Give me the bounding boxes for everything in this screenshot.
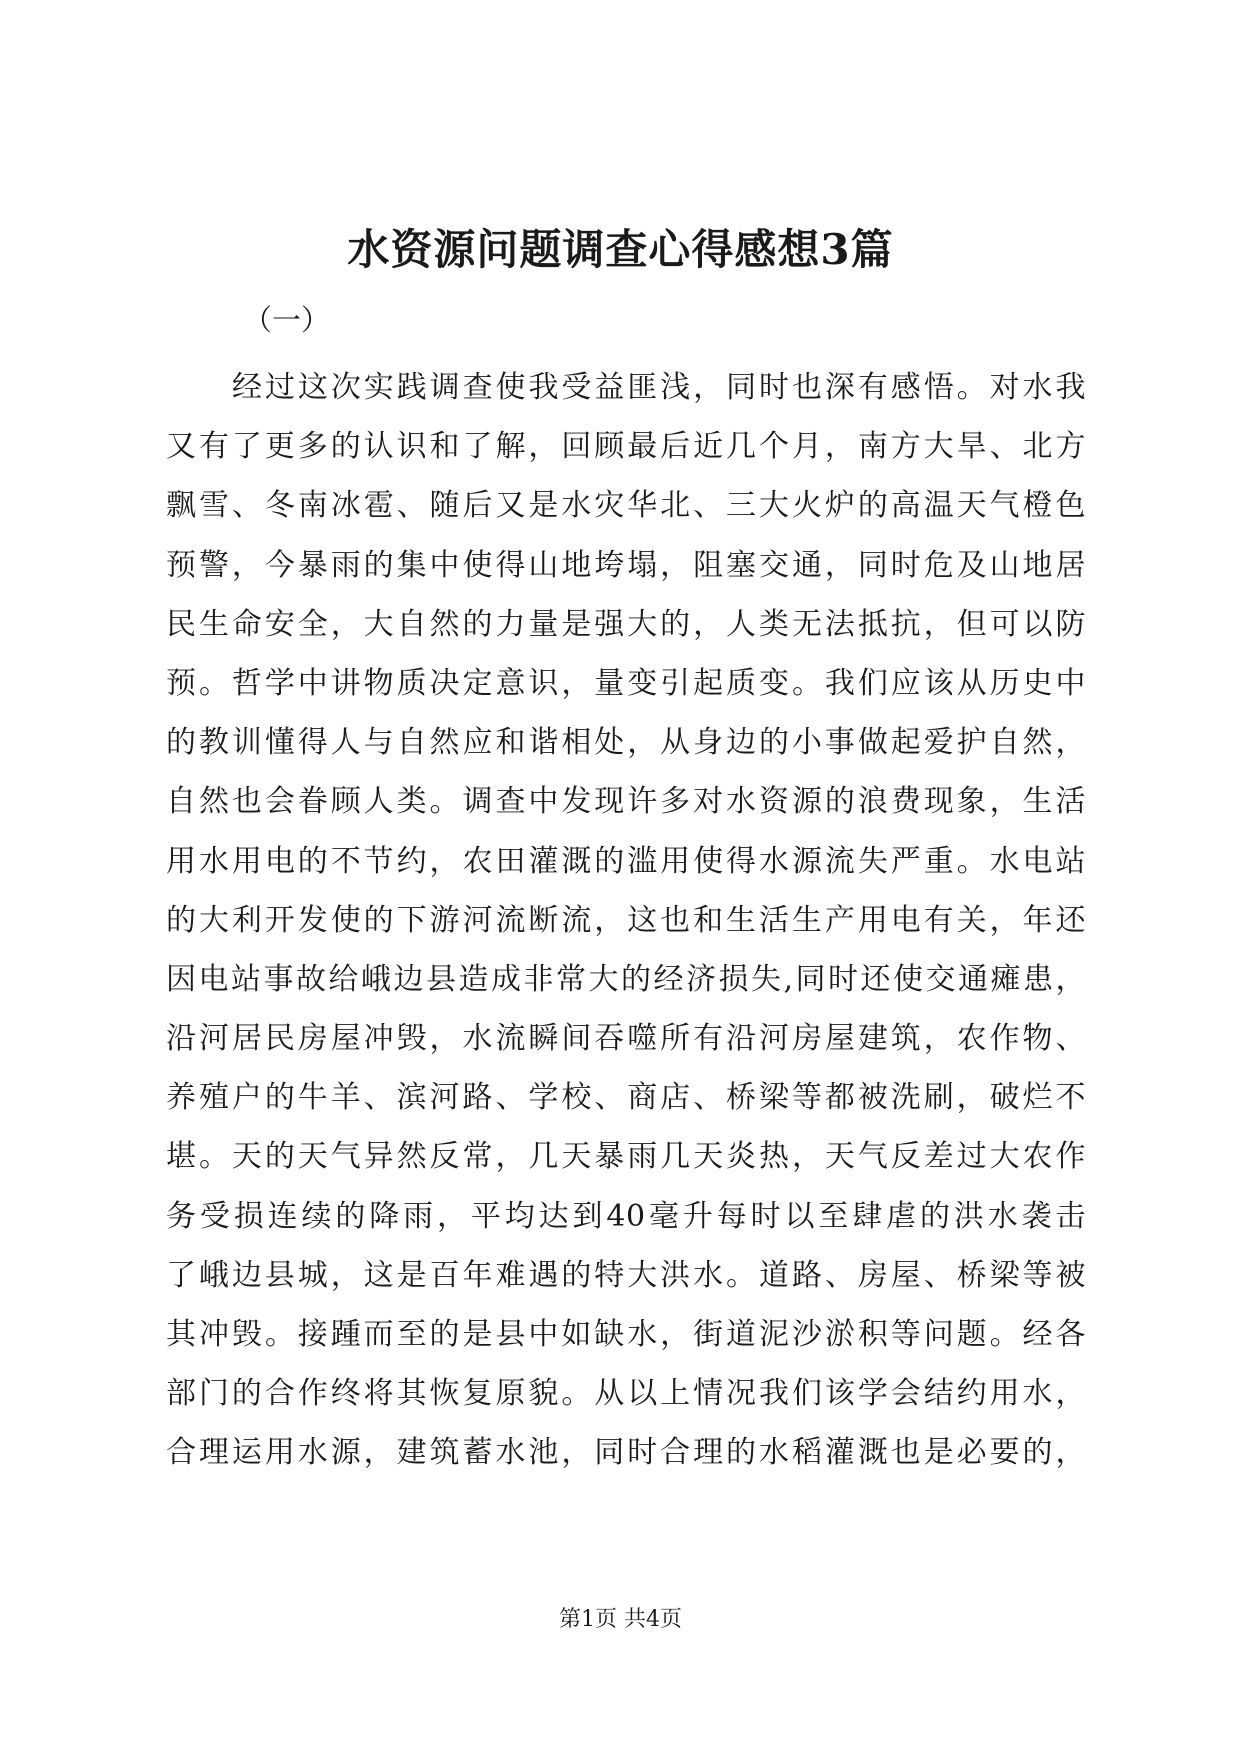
text-line: 的大利开发使的下游河流断流，这也和生活生产用电有关，年还 — [166, 902, 1086, 938]
text-line: 部门的合作终将其恢复原貌。从以上情况我们该学会结约用水， — [166, 1376, 1086, 1412]
text-line: 养殖户的牛羊、滨河路、学校、商店、桥梁等都被洗刷，破烂不 — [166, 1080, 1086, 1116]
document-title: 水资源问题调查心得感想3篇 — [347, 225, 894, 274]
text-line: 预。哲学中讲物质决定意识，量变引起质变。我们应该从历史中 — [166, 665, 1086, 701]
text-line: 经过这次实践调查使我受益匪浅，同时也深有感悟。对水我 — [232, 370, 1086, 405]
text-line: 预警，今暴雨的集中使得山地垮塌，阻塞交通，同时危及山地居 — [166, 547, 1086, 583]
text-line: 又有了更多的认识和了解，回顾最后近几个月，南方大旱、北方 — [166, 429, 1086, 465]
body-text — [166, 358, 1086, 1483]
text-line: 沿河居民房屋冲毁，水流瞬间吞噬所有沿河房屋建筑，农作物、 — [166, 1021, 1086, 1057]
text-line: 飘雪、冬南冰雹、随后又是水灾华北、三大火炉的高温天气橙色 — [166, 488, 1086, 524]
text-line: 民生命安全，大自然的力量是强大的，人类无法抵抗，但可以防 — [166, 606, 1086, 642]
text-line: 自然也会眷顾人类。调查中发现许多对水资源的浪费现象，生活 — [166, 784, 1086, 820]
text-line: 了峨边县城，这是百年难遇的特大洪水。道路、房屋、桥梁等被 — [166, 1257, 1086, 1293]
text-line: 合理运用水源，建筑蓄水池，同时合理的水稻灌溉也是必要的， — [166, 1435, 1086, 1471]
text-line: 堪。天的天气异然反常，几天暴雨几天炎热，天气反差过大农作 — [166, 1139, 1086, 1175]
text-line: 因电站事故给峨边县造成非常大的经济损失,同时还使交通瘫患， — [166, 961, 1086, 997]
text-line: 务受损连续的降雨，平均达到40毫升每时以至肆虐的洪水袭击 — [166, 1198, 1086, 1234]
page-footer: 第1页 共4页 — [559, 1607, 682, 1632]
text-line: 其冲毁。接踵而至的是县中如缺水，街道泥沙淤积等问题。经各 — [166, 1317, 1086, 1352]
text-line: 的教训懂得人与自然应和谐相处，从身边的小事做起爱护自然， — [166, 725, 1086, 761]
text-line: 用水用电的不节约，农田灌溉的滥用使得水源流失严重。水电站 — [166, 843, 1086, 879]
section-label: （一） — [243, 303, 331, 337]
